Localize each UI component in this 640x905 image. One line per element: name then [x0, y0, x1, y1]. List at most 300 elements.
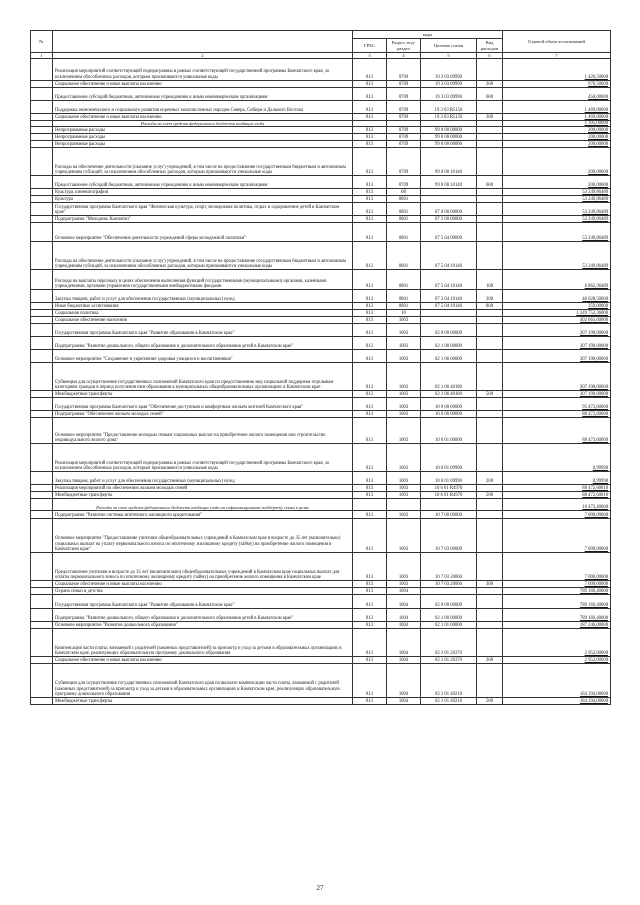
row-grbs: 813: [353, 444, 387, 472]
row-grbs: 813: [353, 629, 387, 657]
row-number: [31, 698, 53, 705]
row-name: Социальное обеспечение и иные выплаты населению: [53, 581, 353, 588]
row-razdel: 0709: [387, 134, 421, 141]
row-expense-type: [477, 317, 503, 324]
table-row: [31, 609, 611, 622]
row-razdel: 1003: [387, 485, 421, 492]
row-expense-type: [477, 398, 503, 411]
table-row: [31, 418, 611, 444]
row-grbs: 813: [353, 595, 387, 609]
table-row: [31, 398, 611, 411]
row-name: Предоставление субсидий бюджетным, автономным учреждениям и иным некоммерческим организациям: [53, 88, 353, 101]
row-razdel: 0709: [387, 88, 421, 101]
row-razdel: 0709: [387, 176, 421, 189]
table-row: [31, 189, 611, 196]
row-grbs: 813: [353, 101, 387, 114]
table-row: [31, 698, 611, 705]
row-amount: 359,00000: [503, 303, 611, 310]
row-target-article: 99 0 00 00000: [421, 134, 477, 141]
row-target-article: 99 0 00 10140: [421, 176, 477, 189]
row-target-article: 02 0 00 00000: [421, 324, 477, 337]
row-amount: 88 472,60010: [503, 492, 611, 499]
row-name: Подпрограмма "Молодежь Камчатки": [53, 216, 353, 223]
row-expense-type: [477, 310, 503, 317]
row-target-article: 02 1 00 00000: [421, 609, 477, 622]
row-amount: 0,99990: [503, 444, 611, 472]
row-razdel: 1004: [387, 629, 421, 657]
row-name: Субвенции для осуществления государственных полномочий Камчатского края по выплате компенсации части платы, взимаемой с родителей (законных представителей) за присмотр и уход за детьми в образовательных организациях в Камчатском крае, реализующих образовательную программу дошкольного образования: [53, 664, 353, 698]
row-grbs: 813: [353, 485, 387, 492]
column-index: 3: [353, 53, 387, 59]
row-expense-type: [477, 350, 503, 363]
row-amount: 1 249 752,36000: [503, 310, 611, 317]
row-razdel: 0709: [387, 148, 421, 176]
row-name: Реализация мероприятий соответствующей подпрограммы в рамках соответствующей государственной программы Камчатского края, за исключением обособленных расходов, которым присваиваются уникальные коды: [53, 59, 353, 81]
table-row: [31, 223, 611, 242]
table-row: [31, 337, 611, 350]
row-amount: 200,00000: [503, 148, 611, 176]
row-razdel: 1003: [387, 472, 421, 485]
row-grbs: 813: [353, 609, 387, 622]
row-razdel: 1004: [387, 664, 421, 698]
row-expense-type: [477, 216, 503, 223]
row-razdel: 1003: [387, 519, 421, 553]
row-amount: 7 000,00000: [503, 519, 611, 553]
row-grbs: [353, 499, 387, 511]
row-name: Межбюджетные трансферты: [53, 391, 353, 398]
row-expense-type: 600: [477, 88, 503, 101]
table-row: [31, 242, 611, 270]
table-row: [31, 363, 611, 391]
row-number: [31, 664, 53, 698]
row-name: Предоставление субсидий бюджетным, автономным учреждениям и иным некоммерческим организациям: [53, 176, 353, 189]
row-amount: 1 469,00000: [503, 101, 611, 114]
row-name: Непрограммные расходы: [53, 127, 353, 134]
row-razdel: 1004: [387, 698, 421, 705]
row-number: [31, 629, 53, 657]
table-row: [31, 203, 611, 216]
row-amount: 95 473,60000: [503, 398, 611, 411]
row-number: [31, 444, 53, 472]
row-grbs: 813: [353, 553, 387, 581]
row-target-article: 19 3 03 R5150: [421, 101, 477, 114]
row-amount: 200,00000: [503, 176, 611, 189]
row-amount: 88 473,60000: [503, 411, 611, 418]
row-number: [31, 581, 53, 588]
row-name: Расходы на выплаты персоналу в целях обеспечения выполнения функций государственными (муниципальными) органами, казенными учреждениями, органами управления государственными внебюджетными фондами: [53, 270, 353, 290]
table-row: [31, 350, 611, 363]
table-row: [31, 141, 611, 148]
row-name: Закупка товаров, работ и услуг для обеспечения государственных (муниципальных) нужд: [53, 290, 353, 303]
row-razdel: [387, 499, 421, 511]
table-note-row: [31, 499, 611, 511]
row-razdel: 0801: [387, 303, 421, 310]
row-name: Поддержка экономического и социального развития коренных малочисленных народов Севера, Сибири и Дальнего Востока: [53, 101, 353, 114]
row-razdel: 1003: [387, 511, 421, 519]
row-expense-type: 800: [477, 303, 503, 310]
table-row: [31, 553, 611, 581]
row-razdel: 10: [387, 310, 421, 317]
table-row: [31, 59, 611, 81]
row-target-article: 02 1 01 20370: [421, 629, 477, 657]
row-name: Иные бюджетные ассигнования: [53, 303, 353, 310]
row-razdel: 1003: [387, 337, 421, 350]
row-expense-type: [477, 324, 503, 337]
row-expense-type: [477, 101, 503, 114]
row-expense-type: [477, 595, 503, 609]
row-razdel: 0709: [387, 59, 421, 81]
row-razdel: 1003: [387, 317, 421, 324]
row-expense-type: [477, 609, 503, 622]
row-name: Государственная программа Камчатского края "Физическая культура, спорт, молодежная политика, отдых и оздоровление детей в Камчатском крае": [53, 203, 353, 216]
row-grbs: 813: [353, 411, 387, 418]
row-number: [31, 609, 53, 622]
row-razdel: 1004: [387, 657, 421, 664]
row-razdel: 0801: [387, 242, 421, 270]
row-name: Предоставление учителям в возрасте до 35 лет (включительно) общеобразовательных учреждений в Камчатском крае социальных выплат для оплаты первоначального взноса по ипотечному жилищному кредиту (займу) на приобретение жилого помещения в Камчатском крае: [53, 553, 353, 581]
row-razdel: 0709: [387, 101, 421, 114]
row-name: Социальное обеспечение населения: [53, 317, 353, 324]
row-name: Основное мероприятие "Предоставление учителям общеобразовательных учреждений в Камчатском крае в возрасте до 35 лет (включительно) социальных выплат на уплату первоначального взноса по ипотечному жилищному кредиту (займу) на приобретение жилого помещения в Камчатском крае": [53, 519, 353, 553]
row-number: [31, 303, 53, 310]
row-grbs: 813: [353, 657, 387, 664]
row-amount: 53 249,86489: [503, 216, 611, 223]
row-razdel: 0801: [387, 216, 421, 223]
row-amount: 307 190,00000: [503, 324, 611, 337]
row-razdel: 1003: [387, 581, 421, 588]
table-row: [31, 134, 611, 141]
table-row: [31, 629, 611, 657]
column-index: 6: [477, 53, 503, 59]
row-grbs: 813: [353, 519, 387, 553]
row-expense-type: [477, 59, 503, 81]
row-grbs: 813: [353, 148, 387, 176]
row-target-article: 10 0 00 00000: [421, 398, 477, 411]
table-row: [31, 492, 611, 499]
row-razdel: 1003: [387, 418, 421, 444]
row-name: Субвенции для осуществления государственных полномочий Камчатского края по предоставлению мер социальной поддержки отдельным категориям граждан в период получения ими образования в муниципальных общеобразовательных организациях в Камчатском крае: [53, 363, 353, 391]
row-number: [31, 216, 53, 223]
row-target-article: [421, 588, 477, 595]
row-number: [31, 310, 53, 317]
row-name: Компенсация части платы, взимаемой с родителей (законных представителей) за присмотр и уход за детьми в образовательных организациях в Камчатском крае, реализующих образовательную программу дошкольного образования: [53, 629, 353, 657]
row-amount: 7 000,00000: [503, 581, 611, 588]
row-expense-type: [477, 664, 503, 698]
row-name: Социальное обеспечение и иные выплаты населению: [53, 114, 353, 121]
row-number: [31, 270, 53, 290]
row-number: [31, 363, 53, 391]
row-name: Социальная политика: [53, 310, 353, 317]
row-expense-type: [477, 337, 503, 350]
table-row: [31, 595, 611, 609]
row-target-article: 02 0 00 00000: [421, 595, 477, 609]
row-number: [31, 141, 53, 148]
table-row: [31, 444, 611, 472]
row-target-article: 10 6 01 09990: [421, 444, 477, 472]
row-number: [31, 588, 53, 595]
row-number: [31, 127, 53, 134]
row-number: [31, 519, 53, 553]
row-amount: 402 663,60000: [503, 317, 611, 324]
row-target-article: 02 1 01 40210: [421, 664, 477, 698]
row-expense-type: [477, 141, 503, 148]
row-number: [31, 148, 53, 176]
row-razdel: 1003: [387, 398, 421, 411]
row-grbs: 813: [353, 472, 387, 485]
row-grbs: 813: [353, 317, 387, 324]
header-num: №: [31, 31, 53, 53]
table-row: [31, 657, 611, 664]
row-razdel: 1003: [387, 391, 421, 398]
row-expense-type: 300: [477, 114, 503, 121]
row-number: [31, 657, 53, 664]
row-number: [31, 418, 53, 444]
row-number: [31, 553, 53, 581]
header-celevaya: Целевая статья: [421, 39, 477, 53]
row-amount: 53 249,86489: [503, 242, 611, 270]
row-razdel: 0709: [387, 141, 421, 148]
row-number: [31, 88, 53, 101]
row-expense-type: [477, 134, 503, 141]
row-expense-type: [477, 223, 503, 242]
row-expense-type: 300: [477, 657, 503, 664]
row-target-article: 07 5 04 10140: [421, 290, 477, 303]
row-grbs: 813: [353, 88, 387, 101]
row-grbs: 813: [353, 664, 387, 698]
table-row: [31, 270, 611, 290]
row-expense-type: [477, 363, 503, 391]
row-amount: 789 169,40000: [503, 588, 611, 595]
row-grbs: 813: [353, 492, 387, 499]
row-number: [31, 411, 53, 418]
row-expense-type: [477, 189, 503, 196]
row-grbs: 813: [353, 622, 387, 629]
row-expense-type: [477, 519, 503, 553]
row-amount: 307 190,00000: [503, 337, 611, 350]
row-target-article: 07 5 04 10140: [421, 270, 477, 290]
row-name: Подпрограмма "Обеспечение жильем молодых семей": [53, 411, 353, 418]
table-row: [31, 511, 611, 519]
row-razdel: 0801: [387, 290, 421, 303]
row-number: [31, 337, 53, 350]
row-razdel: 1004: [387, 595, 421, 609]
column-index: 4: [387, 53, 421, 59]
row-target-article: [421, 189, 477, 196]
row-amount: 2 952,00000: [503, 657, 611, 664]
row-name: Государственная программа Камчатского края "Обеспечение доступным и комфортным жильем жителей Камчатского края": [53, 398, 353, 411]
table-header: [31, 31, 611, 59]
table-row: [31, 664, 611, 698]
table-row: [31, 81, 611, 88]
row-razdel: 0801: [387, 203, 421, 216]
row-number: [31, 134, 53, 141]
row-amount: 1 395,00000: [503, 121, 611, 127]
row-grbs: 813: [353, 588, 387, 595]
row-expense-type: [477, 485, 503, 492]
row-amount: 2 952,00000: [503, 629, 611, 657]
table-row: [31, 216, 611, 223]
row-grbs: 813: [353, 141, 387, 148]
row-name: Межбюджетные трансферты: [53, 698, 353, 705]
row-target-article: 10 6 01 R4970: [421, 485, 477, 492]
row-amount: 53 249,86489: [503, 196, 611, 203]
row-razdel: 0801: [387, 270, 421, 290]
row-name: Основное мероприятие "Предоставление молодым семьям социальных выплат на приобретение жилого помещения или строительство индивидуального жилого дома": [53, 418, 353, 444]
column-index: 2: [53, 53, 353, 59]
row-amount: 789 169,40000: [503, 595, 611, 609]
row-razdel: 08: [387, 189, 421, 196]
row-expense-type: [477, 203, 503, 216]
table-row: [31, 317, 611, 324]
row-amount: 1 469,00000: [503, 114, 611, 121]
row-target-article: 10 7 03 00000: [421, 519, 477, 553]
row-amount: 307 190,00000: [503, 391, 611, 398]
row-expense-type: 600: [477, 176, 503, 189]
row-name: Социальное обеспечение и иные выплаты населению: [53, 657, 353, 664]
row-amount: 307 190,00000: [503, 350, 611, 363]
row-number: [31, 223, 53, 242]
row-grbs: 813: [353, 324, 387, 337]
row-expense-type: [477, 418, 503, 444]
row-target-article: 07 5 04 00000: [421, 223, 477, 242]
row-number: [31, 492, 53, 499]
row-grbs: 813: [353, 270, 387, 290]
header-plan: Годовой объем ассигнований: [503, 31, 611, 53]
row-expense-type: 500: [477, 698, 503, 705]
row-amount: 789 169,40000: [503, 609, 611, 622]
row-target-article: [421, 317, 477, 324]
row-grbs: 813: [353, 242, 387, 270]
row-grbs: 813: [353, 127, 387, 134]
table-row: [31, 88, 611, 101]
row-number: [31, 595, 53, 609]
row-amount: 7 000,00000: [503, 553, 611, 581]
row-expense-type: [477, 499, 503, 511]
row-grbs: 813: [353, 290, 387, 303]
row-target-article: 07 0 00 00000: [421, 203, 477, 216]
row-amount: 88 473,60000: [503, 418, 611, 444]
row-grbs: 813: [353, 363, 387, 391]
row-amount: 187 246,00000: [503, 622, 611, 629]
table-row: [31, 622, 611, 629]
row-name: Культура, кинематография: [53, 189, 353, 196]
row-name: Государственная программа Камчатского края "Развитие образования в Камчатском крае": [53, 595, 353, 609]
row-razdel: 0709: [387, 114, 421, 121]
row-grbs: 813: [353, 391, 387, 398]
page-number: 27: [316, 884, 324, 892]
row-number: [31, 350, 53, 363]
table-row: [31, 196, 611, 203]
table-row: [31, 303, 611, 310]
row-grbs: 813: [353, 581, 387, 588]
row-grbs: 813: [353, 203, 387, 216]
row-grbs: 813: [353, 398, 387, 411]
row-name: Основное мероприятие "Сохранение и укрепление здоровья учащихся и воспитанников": [53, 350, 353, 363]
row-target-article: 07 5 00 00000: [421, 216, 477, 223]
row-amount: 184 294,00000: [503, 664, 611, 698]
table-row: [31, 114, 611, 121]
row-razdel: 1003: [387, 411, 421, 418]
row-target-article: [421, 499, 477, 511]
row-target-article: 02 1 06 40180: [421, 363, 477, 391]
row-number: [31, 472, 53, 485]
row-target-article: [421, 196, 477, 203]
row-grbs: 813: [353, 511, 387, 519]
row-name: Реализация мероприятий соответствующей подпрограммы в рамках соответствующей государственной программы Камчатского края, за исключением обособленных расходов, которым присваиваются уникальные коды: [53, 444, 353, 472]
row-grbs: 813: [353, 189, 387, 196]
row-name: Подпрограмма "Развитие дошкольного, общего образования и дополнительного образования детей в Камчатском крае": [53, 337, 353, 350]
row-target-article: 10 6 01 09990: [421, 472, 477, 485]
table-row: [31, 519, 611, 553]
row-razdel: 1004: [387, 609, 421, 622]
table-row: [31, 485, 611, 492]
table-row: [31, 101, 611, 114]
row-name: Расходы на обеспечение деятельности (оказание услуг) учреждений, в том числе на предоставление государственным бюджетным и автономным учреждениям субсидий, за исключением обособленных расходов, которым присваиваются уникальные коды: [53, 242, 353, 270]
row-razdel: 1004: [387, 588, 421, 595]
row-amount: 16 473,40000: [503, 499, 611, 511]
row-number: [31, 114, 53, 121]
row-number: [31, 242, 53, 270]
row-target-article: 02 1 06 00000: [421, 350, 477, 363]
row-grbs: 813: [353, 303, 387, 310]
row-target-article: 07 5 04 10140: [421, 242, 477, 270]
row-amount: 1 426,50000: [503, 59, 611, 81]
row-expense-type: [477, 588, 503, 595]
row-target-article: 10 7 03 20060: [421, 581, 477, 588]
row-target-article: 19 3 03 09990: [421, 59, 477, 81]
row-amount: 0,99990: [503, 472, 611, 485]
table-row: [31, 391, 611, 398]
row-number: [31, 324, 53, 337]
row-number: [31, 203, 53, 216]
row-target-article: 07 5 04 10140: [421, 303, 477, 310]
row-name: Межбюджетные трансферты: [53, 492, 353, 499]
row-razdel: 0709: [387, 81, 421, 88]
row-target-article: 02 1 00 00000: [421, 337, 477, 350]
row-expense-type: [477, 148, 503, 176]
row-razdel: 0709: [387, 127, 421, 134]
row-number: [31, 317, 53, 324]
row-number: [31, 189, 53, 196]
table-row: [31, 176, 611, 189]
row-expense-type: [477, 511, 503, 519]
row-target-article: 19 3 03 09990: [421, 88, 477, 101]
row-target-article: 02 1 01 20370: [421, 657, 477, 664]
row-expense-type: [477, 242, 503, 270]
row-target-article: 02 1 01 00000: [421, 622, 477, 629]
table-row: [31, 581, 611, 588]
table-row: [31, 324, 611, 337]
row-name: Культура: [53, 196, 353, 203]
row-razdel: 0801: [387, 223, 421, 242]
row-grbs: 813: [353, 223, 387, 242]
table-row: [31, 310, 611, 317]
header-grbs: ГРБС: [353, 39, 387, 53]
row-amount: 200,00000: [503, 141, 611, 148]
row-grbs: 813: [353, 176, 387, 189]
row-number: [31, 398, 53, 411]
row-number: [31, 391, 53, 398]
row-razdel: 1003: [387, 444, 421, 472]
row-expense-type: 100: [477, 270, 503, 290]
row-number: [31, 290, 53, 303]
row-name: Расходы за счет средств федерального бюджета входящих сюда: [53, 121, 353, 127]
row-amount: 450,00000: [503, 88, 611, 101]
table-row: [31, 411, 611, 418]
column-index: 1: [31, 53, 53, 59]
row-target-article: 19 3 03 R5150: [421, 114, 477, 121]
row-name: Подпрограмма "Развитие дошкольного, общего образования и дополнительного образования детей в Камчатском крае": [53, 609, 353, 622]
